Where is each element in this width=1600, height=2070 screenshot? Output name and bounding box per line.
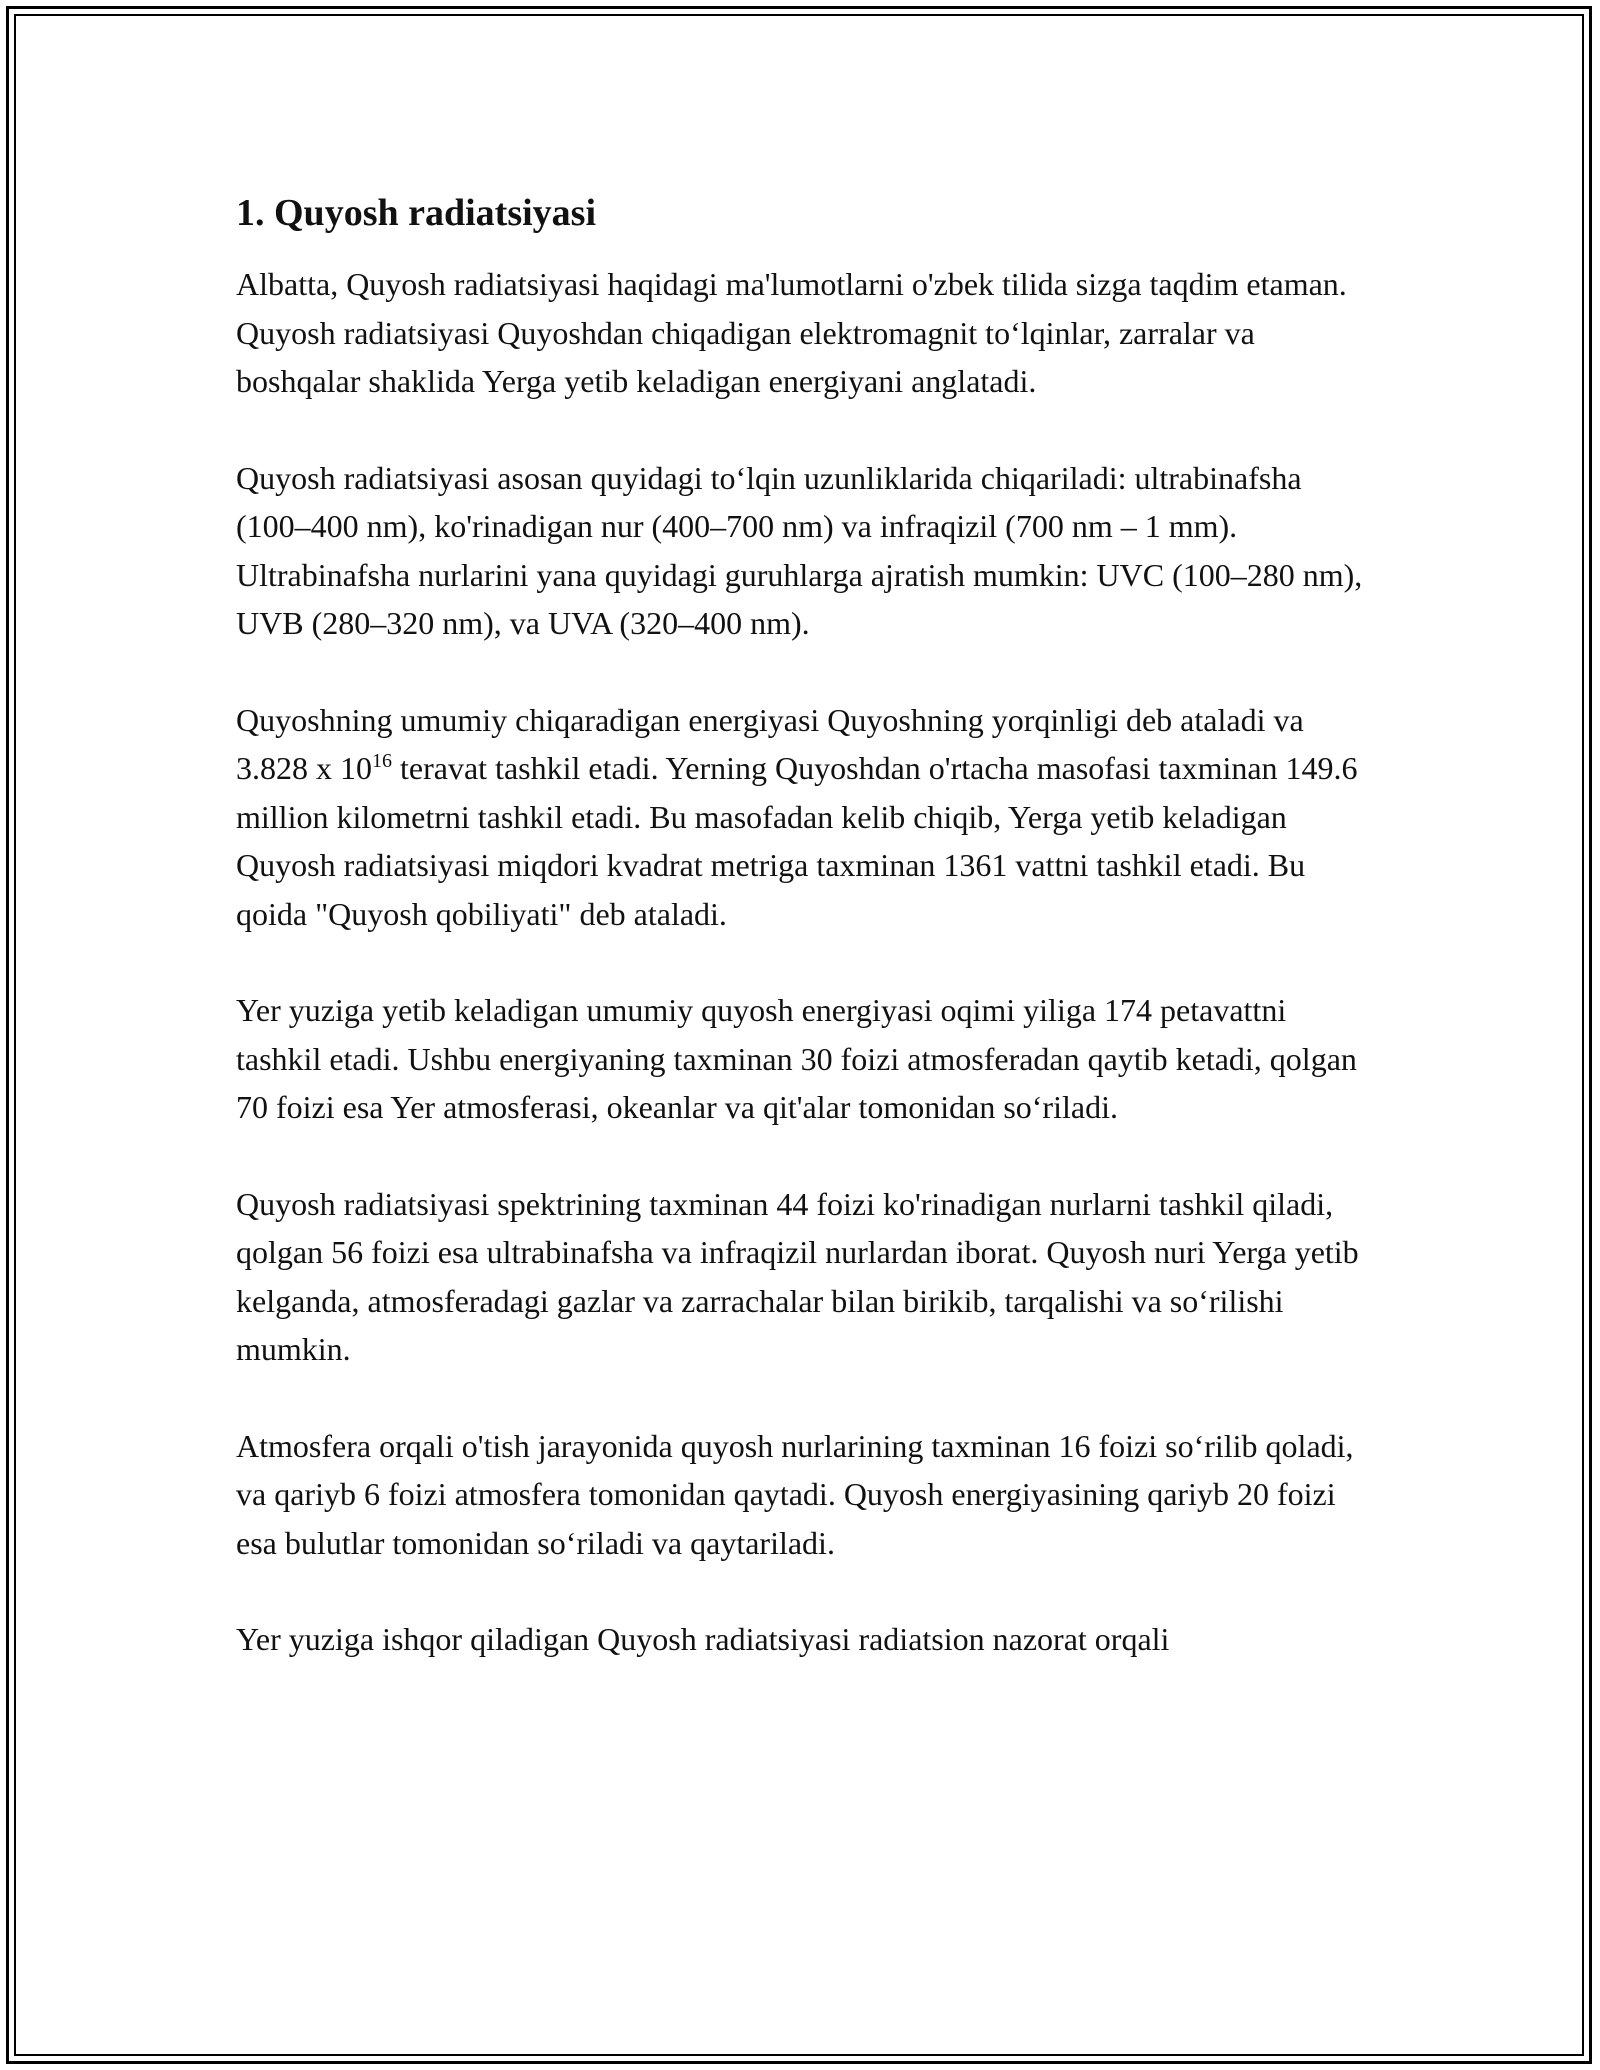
paragraph-intro: Albatta, Quyosh radiatsiyasi haqidagi ma'lumotlarni o'zbek tilida sizga taqdim etaman. Quyosh radiatsiyasi Quyoshdan chiqadigan elektromagnit to‘lqinlar, zarralar va boshqalar shaklida Yerga yetib keladigan energiyani anglatadi. xyxy=(236,266,1347,399)
document-body xyxy=(236,188,1366,1712)
paragraph-energy-flux: Yer yuziga yetib keladigan umumiy quyosh energiyasi oqimi yiliga 174 petavattni tashkil etadi. Ushbu energiyaning taxminan 30 foizi atmosferadan qaytib ketadi, qolgan 70 foizi esa Yer atmosferasi, okeanlar va qit'alar tomonidan so‘riladi. xyxy=(236,992,1357,1125)
paragraph-wavelengths: Quyosh radiatsiyasi asosan quyidagi to‘lqin uzunliklarida chiqariladi: ultrabinafsha (100–400 nm), ko'rinadigan nur (400–700 nm) va infraqizil (700 nm – 1 mm). Ultrabinafsha nurlarini yana quyidagi guruhlarga ajratish mumkin: UVC (100–280 nm), UVB (280–320 nm), va UVA (320–400 nm). xyxy=(236,459,1363,641)
paragraph-surface: Yer yuziga ishqor qiladigan Quyosh radiatsiyasi radiatsion nazorat orqali xyxy=(236,1621,1170,1657)
luminosity-text-before: Quyoshning umumiy chiqaradigan energiyasi Quyoshning yorqinligi deb ataladi va 3.828 x 10 xyxy=(236,701,1304,786)
luminosity-exponent: 16 xyxy=(372,750,392,772)
paragraph-spectrum: Quyosh radiatsiyasi spektrining taxminan 44 foizi ko'rinadigan nurlarni tashkil qiladi, qolgan 56 foizi esa ultrabinafsha va infraqizil nurlardan iborat. Quyosh nuri Yerga yetib kelganda, atmosferadagi gazlar va zarrachalar bilan birikib, tarqalishi va so‘rilishi mumkin. xyxy=(236,1185,1359,1367)
paragraph-atmosphere: Atmosfera orqali o'tish jarayonida quyosh nurlarining taxminan 16 foizi so‘rilib qoladi, va qariyb 6 foizi atmosfera tomonidan qaytadi. Quyosh energiyasining qariyb 20 foizi esa bulutlar tomonidan so‘riladi va qaytariladi. xyxy=(236,1427,1354,1561)
section-heading: 1. Quyosh radiatsiyasi xyxy=(236,192,597,234)
paragraph-luminosity xyxy=(236,696,1366,939)
luminosity-text-after: teravat tashkil etadi. Yerning Quyoshdan o'rtacha masofasi taxminan 149.6 million kilometrni tashkil etadi. Bu masofadan kelib chiqib, Yerga yetib keladigan Quyosh radiatsiyasi miqdori kvadrat metriga taxminan 1361 vattni tashkil etadi. Bu qoida "Quyosh qobiliyati" deb ataladi. xyxy=(236,750,1358,932)
